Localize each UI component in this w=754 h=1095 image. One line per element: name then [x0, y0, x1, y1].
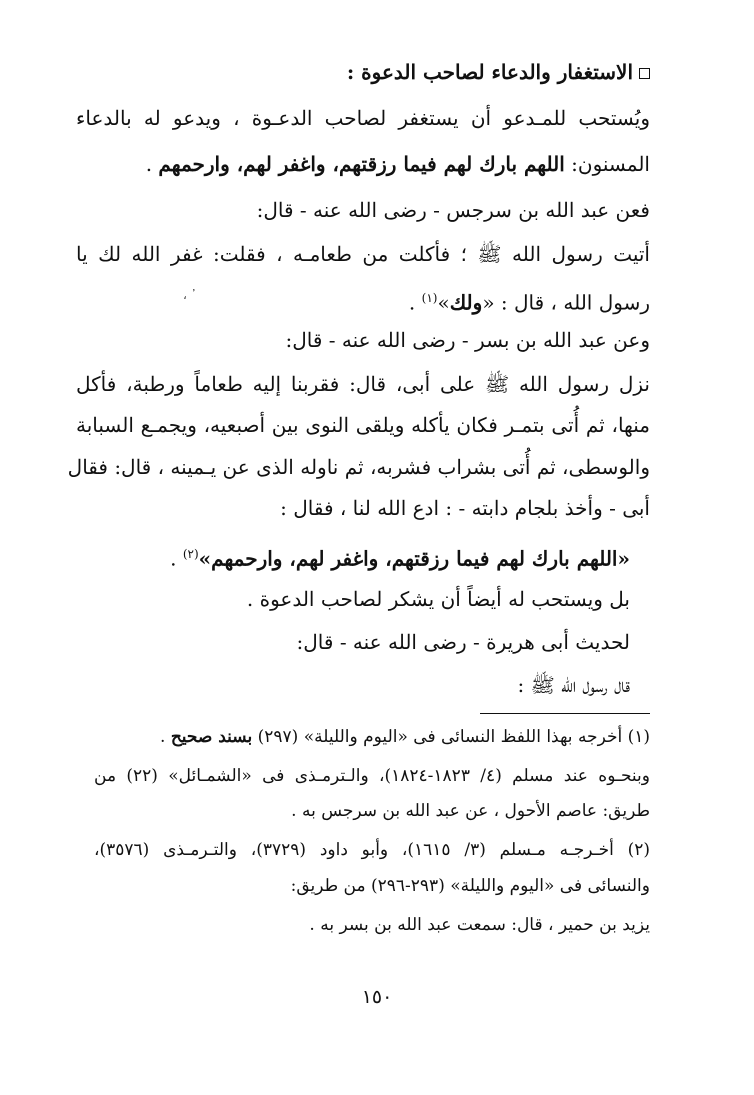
footnote-line-1 — [94, 725, 650, 749]
stray-mark: ᾽ ، — [183, 288, 197, 302]
section-heading — [347, 58, 650, 86]
body-line-8: منها، ثم أُتى بتمـر فكان يأكله ويلقى النوى بين أصبعيه، ويجمـع السبابة — [76, 413, 651, 437]
square-bullet-icon — [639, 68, 650, 79]
body-line-6: وعن عبد الله بن بسر - رضى الله عنه - قال: — [285, 328, 650, 352]
footnote-separator — [480, 713, 650, 714]
page-number: ١٥٠ — [361, 986, 393, 1008]
footnote-ref-1: (١) — [421, 291, 438, 305]
footnote-line-5: والنسائى فى «اليوم والليلة» (٢٩٣-٢٩٦) من طريق: — [290, 876, 650, 896]
body-line-7: نزل رسول الله ﷺ على أبى، قال: فقربنا إليه طعاماً ورطبة، فأكل — [76, 372, 650, 396]
footnote-line-3: طريق: عاصم الأحول ، عن عبد الله بن سرجس به . — [291, 801, 650, 821]
body-line-2 — [76, 150, 650, 178]
body-line-4: أتيت رسول الله ﷺ ؛ فأكلت من طعامـه ، فقلت: غفر الله لك يا — [76, 242, 650, 266]
footnote-text: (١) أخرجه بهذا اللفظ النسائى فى «اليوم والليلة» (٢٩٧) — [252, 727, 650, 747]
body-line-3: فعن عبد الله بن سرجس - رضى الله عنه - قال: — [256, 198, 650, 222]
line-text: المسنون: — [564, 152, 650, 176]
footnote-ref-2: (٢) — [182, 547, 199, 561]
heading-text: الاستغفار والدعاء لصاحب الدعوة : — [346, 60, 633, 84]
dua-text: اللهم بارك لهم فيما رزقتهم، واغفر لهم، وارحمهم — [158, 152, 565, 176]
footnote-line-4: (٢) أخـرجـه مـسلم (٣/ ١٦١٥)، وأبو داود (٣٧٢٩)، والتـرمـذى (٣٥٧٦)، — [94, 840, 650, 860]
body-line-5 — [76, 284, 650, 317]
line-text: . — [145, 152, 159, 176]
line-text: رسول الله ، قال : « — [482, 290, 650, 315]
line-text: . — [408, 290, 422, 315]
body-line-1: ويُستحب للمـدعو أن يستغفر لصاحب الدعـوة ، ويدعو له بالدعاء — [76, 106, 651, 130]
dua-text: «اللهم بارك لهم فيما رزقتهم، واغفر لهم، وارحمهم» — [198, 546, 630, 571]
footnote-line-2: وبنحـوه عند مسلم (٤/ ١٨٢٣-١٨٢٤)، والـترمـذى فى «الشمـائل» (٢٢) من — [94, 766, 650, 786]
line-text: . — [170, 546, 183, 571]
body-line-13: لحديث أبى هريرة - رضى الله عنه - قال: — [296, 630, 630, 654]
footnote-text: . — [160, 727, 171, 747]
body-line-10: أبى - وأخذ بلجام دابته - : ادع الله لنا ، فقال : — [280, 496, 650, 520]
footnote-line-6: يزيد بن حمير ، قال: سمعت عبد الله بن بسر به . — [309, 915, 650, 935]
quote-text: ولك — [449, 290, 483, 315]
line-text: » — [437, 290, 450, 315]
body-line-12: بل ويستحب له أيضاً أن يشكر لصاحب الدعوة . — [246, 587, 630, 611]
body-line-14: قال رسول الله ﷺ : — [517, 673, 630, 697]
footnote-bold: بسند صحيح — [170, 727, 253, 747]
body-line-9: والوسطى، ثم أُتى بشراب فشربه، ثم ناوله الذى عن يـمينه ، قال: فقال — [67, 455, 650, 479]
body-line-11 — [76, 540, 630, 573]
